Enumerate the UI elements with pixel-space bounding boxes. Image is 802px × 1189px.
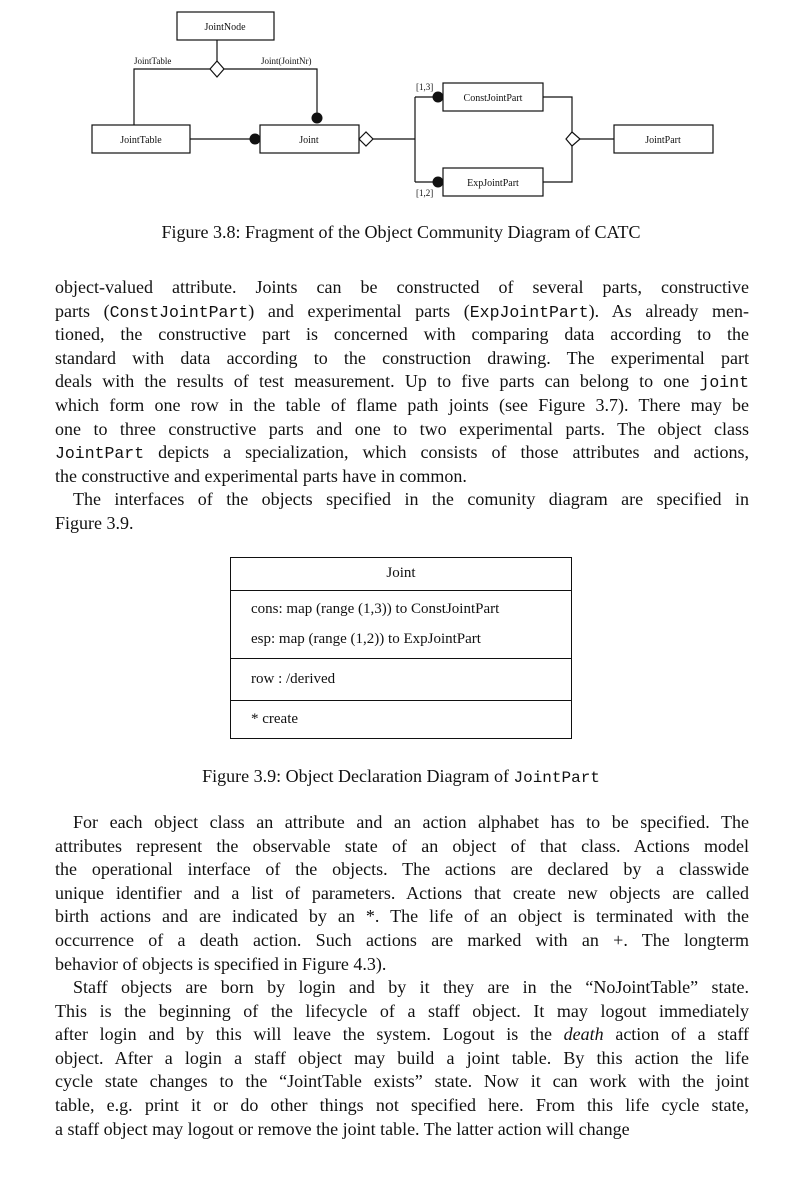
- text-run: one to three constructive parts and one to two experimental parts. The object class: [55, 418, 749, 439]
- text-line: [55, 1023, 749, 1047]
- label-joint-part: JointPart: [645, 135, 681, 146]
- multiplicity-exp: [1,2]: [416, 188, 434, 198]
- text-line: [55, 882, 749, 906]
- caption-text: Figure 3.9: Object Declaration Diagram of: [202, 766, 514, 786]
- text-line: [55, 835, 749, 859]
- paragraph-1: [55, 276, 749, 488]
- text-line: [55, 347, 749, 371]
- text-run: unique identifier and a list of parameters. Actions that create new objects are called: [55, 882, 749, 903]
- text-run: attributes represent the observable state of an object of that class. Actions model: [55, 835, 749, 856]
- text-line: [55, 488, 749, 512]
- text-run: object-valued attribute. Joints can be constructed of several parts, constructive: [55, 277, 749, 297]
- paragraph-2: [55, 488, 749, 535]
- text-run: birth actions and are indicated by an *. The life of an object is terminated with the: [55, 906, 749, 927]
- text-run: ) and experimental parts (: [248, 300, 470, 321]
- text-line: [55, 976, 749, 1000]
- object-community-diagram: [0, 0, 802, 215]
- text-line: [55, 1047, 749, 1071]
- text-line: [55, 300, 749, 324]
- text-line: [55, 858, 749, 882]
- text-run: table, e.g. print it or do other things not specified here. From this life cycle state,: [55, 1094, 749, 1115]
- text-run: depicts a specialization, which consists of those attributes and actions,: [144, 442, 749, 463]
- text-run: action of a staff: [603, 1024, 750, 1045]
- text-run: occurrence of a death action. Such actions are marked with an +. The longterm: [55, 929, 749, 950]
- text-run: the operational interface of the objects. The actions are declared by a classwide: [55, 859, 749, 880]
- figure-caption-3-8: Figure 3.8: Fragment of the Object Community Diagram of CATC: [161, 222, 641, 242]
- text-line: [55, 441, 749, 465]
- text-run: Figure 3.9.: [55, 512, 134, 533]
- text-run: JointPart: [55, 444, 145, 464]
- text-run: standard with data according to the construction drawing. The experimental part: [55, 347, 749, 368]
- text-run: tioned, the constructive part is concerned with comparing data according to the: [55, 324, 749, 345]
- text-run: deals with the results of test measurement. Up to five parts can belong to one: [55, 371, 700, 392]
- text-run: The interfaces of the objects specified in the comunity diagram are specified in: [55, 489, 749, 509]
- multiplicity-dot: [312, 113, 323, 124]
- aggregation-diamond: [210, 61, 224, 77]
- text-run: object. After a login a staff object may build a joint table. By this action the life: [55, 1047, 749, 1068]
- text-line: [55, 465, 749, 489]
- edge-label-joint-table: JointTable: [134, 56, 172, 66]
- caption-class-name: JointPart: [513, 769, 600, 787]
- text-line: [55, 394, 749, 418]
- action-section: * create: [251, 711, 299, 727]
- attribute-cons: cons: map (range (1,3)) to ConstJointPart: [251, 601, 500, 617]
- text-run: For each object class an attribute and an action alphabet has to be specified. The: [55, 812, 749, 832]
- multiplicity-dot: [433, 177, 444, 188]
- text-line: [55, 276, 749, 300]
- label-exp-joint-part: ExpJointPart: [467, 178, 519, 189]
- paragraph-3: [55, 811, 749, 976]
- text-line: [55, 905, 749, 929]
- paragraph-4: [55, 976, 749, 1141]
- text-line: [55, 811, 749, 835]
- text-run: parts (: [55, 300, 110, 321]
- object-declaration-diagram: [230, 557, 572, 739]
- text-line: [55, 370, 749, 394]
- text-run: death: [563, 1024, 604, 1045]
- text-run: cycle state changes to the “JointTable exists” state. Now it can work with the joint: [55, 1071, 749, 1092]
- aggregation-diamond: [359, 132, 373, 146]
- multiplicity-dot: [433, 92, 444, 103]
- text-line: [55, 1000, 749, 1024]
- text-run: which form one row in the table of flame path joints (see Figure 3.7). There may be: [55, 394, 749, 415]
- attribute-section: [231, 590, 571, 659]
- text-run: ConstJointPart: [109, 302, 249, 322]
- specialization-diamond: [566, 132, 580, 146]
- text-run: ExpJointPart: [469, 302, 589, 322]
- text-line: [55, 1070, 749, 1094]
- derived-attribute: row : /derived: [231, 659, 571, 701]
- text-line: [55, 512, 749, 536]
- text-run: behavior of objects is specified in Figure 4.3).: [55, 953, 387, 974]
- text-run: This is the beginning of the lifecycle of a staff object. It may logout immediately: [55, 1000, 749, 1021]
- text-run: after login and by this will leave the system. Logout is the: [55, 1024, 564, 1045]
- label-joint-table: JointTable: [120, 135, 162, 146]
- edge-label-joint: Joint(JointNr): [261, 56, 312, 66]
- text-run: ). As already men-: [588, 300, 750, 321]
- text-line: [55, 1094, 749, 1118]
- text-run: Staff objects are born by login and by it they are in the “NoJointTable” state.: [55, 977, 749, 997]
- text-line: [55, 953, 749, 977]
- multiplicity-dot: [250, 134, 261, 145]
- label-joint: Joint: [299, 135, 319, 146]
- label-const-joint-part: ConstJointPart: [463, 93, 523, 104]
- multiplicity-const: [1,3]: [416, 82, 434, 92]
- attribute-esp: esp: map (range (1,2)) to ExpJointPart: [251, 631, 481, 647]
- text-run: joint: [699, 373, 749, 393]
- class-name: Joint: [231, 558, 571, 591]
- text-line: [55, 929, 749, 953]
- text-line: [55, 323, 749, 347]
- figure-caption-3-9: [0, 765, 802, 789]
- text-line: [55, 418, 749, 442]
- text-line: [55, 1118, 749, 1142]
- text-run: the constructive and experimental parts have in common.: [55, 465, 467, 486]
- label-joint-node: JointNode: [204, 22, 246, 33]
- object-community-diagram-svg: [0, 0, 802, 215]
- text-run: a staff object may logout or remove the joint table. The latter action will change: [55, 1118, 630, 1139]
